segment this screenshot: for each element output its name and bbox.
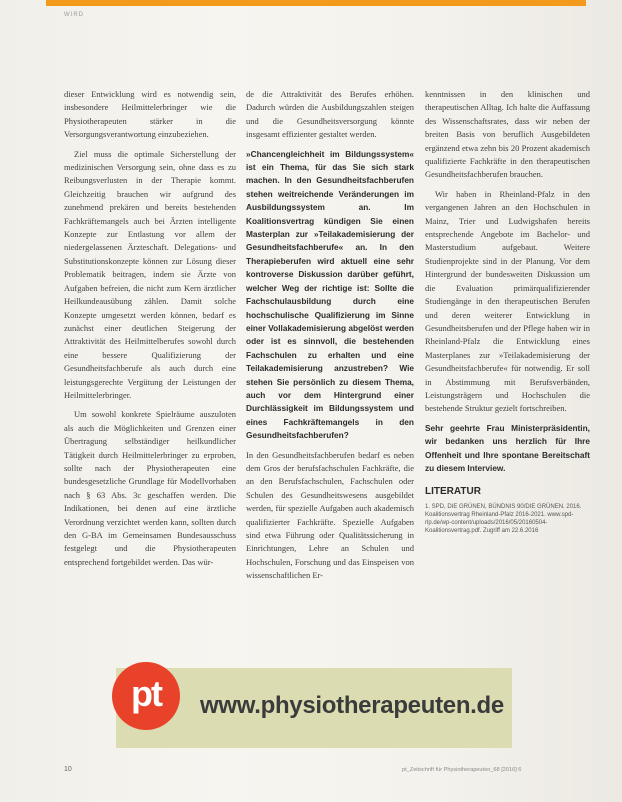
page-number: 10: [64, 766, 72, 773]
paragraph: kenntnissen in den klinischen und therapeutischen Alltag. Ich halte die Auffassung des Wissenschaftsrates, dass wir neben der breiten Basis von beruflich Ausgebildeten ergänzend etwa zehn bis 20 Prozent akademisch qualifizierte Fachkräfte in den therapeutischen Gesundheitsfachberufen brauchen.: [425, 89, 590, 180]
paragraph: dieser Entwicklung wird es notwendig sein, insbesondere Heilmittelerbringer wie die Physiotherapeuten stärker in die Versorgungsverantwortung einzubeziehen.: [64, 89, 236, 140]
running-head: WIRD: [64, 12, 84, 18]
pt-logo-icon: [112, 662, 180, 730]
paragraph: In den Gesundheitsfachberufen bedarf es neben dem Gros der berufsfachschulen Fachkräfte, die an den Berufsfachschulen, Fachschulen oder Schulen des Gesundheitswesens ausgebildet werden, für spezielle Aufgaben auch akademisch qualifizierter Fachkräfte. Spezielle Aufgaben sind etwa Führung oder Qualitätssicherung in Einrichtungen, Lehre an Schulen und Hochschulen, Forschung und das Einspeisen von wissenschaftlichen Er-: [246, 449, 414, 581]
logo-text: pt: [131, 673, 161, 714]
ad-url-link[interactable]: www.physiotherapeuten.de: [200, 692, 504, 719]
closing-remark: Sehr geehrte Frau Ministerpräsidentin, wir bedanken uns herzlich für Ihre Offenheit und Ihre spontane Bereitschaft zu diesem Interview.: [425, 422, 590, 473]
publication-info: pt_Zeitschrift für Physiotherapeuten_68 [2016] 6: [402, 767, 522, 773]
paragraph: Ziel muss die optimale Sicherstellung der medizinischen Versorgung sein, ohne dass es zu Reibungsverlusten in der Therapie kommt. Gleichzeitig brauchen wir aufgrund des zunehmend prekären und bereits bestehenden Fachkräftemangels auch bei Ärzten intelligente Konzepte zur Entlastung vor allem der niedergelassenen Ärzteschaft. Delegations- und Substitutionskonzepte können zur Lösung dieser Problematik beitragen, indem sie Ärzte von Aufgaben befreien, die nicht zum Kern ärztlicher Heilkundeausübung zählen. Damit solche Konzepte umgesetzt werden können, bedarf es zunächst einer deutlichen Steigerung der Attraktivität des Heilmittelberufes sowohl durch eine bessere Qualifizierung der Gesundheitsfachberufe als auch durch eine leistungsgerechte Vergütung der Leistungen der Heilmittelerbringer.: [64, 148, 236, 400]
text-column-2: [246, 88, 414, 589]
literature-entry: 1. SPD, DIE GRÜNEN, BÜNDNIS 90/DIE GRÜNEN. 2016. Koalitionsvertrag Rheinland-Pfalz 2016-2021. www.spd-rlp.de/wp-content/uploads/2016/05/20160504-Koalitionsvertrag.pdf. Zugriff am 22.6.2016: [425, 503, 582, 535]
paragraph: Wir haben in Rheinland-Pfalz in den vergangenen Jahren an den Hochschulen in Mainz, Trier und Ludwigshafen bereits entsprechende Angebote im Bachelor- und Masterstudium aufgebaut. Weitere Studienprojekte sind in der Planung. Vor dem Hintergrund der bundesweiten Diskussion um die Evaluation primärqualifizierender Studiengänge in den therapeutischen Berufen und deren weiterer Entwicklung in Gesundheitsberufen und der Pflege haben wir in Rheinland-Pfalz die Entwicklung eines Masterplanes zur »Teilakademisierung der Gesundheitsfachberufe« für notwendig. Er soll in Abstimmung mit Berufsverbänden, Leistungsträgern und Hochschulen die bestehende Struktur gezielt fortschreiben.: [425, 188, 590, 414]
paragraph: Um sowohl konkrete Spielräume auszuloten als auch die Möglichkeiten und Grenzen einer Übertragung selbständiger heilkundlicher Tätigkeit durch Heilmittelerbringer zu erproben, sollte nach der Physiotherapeuten eine bundesgesetzliche Grundlage für Modellvorhaben nach § 63 Abs. 3c geschaffen werden. Die Indikationen, bei denen auf eine ärztliche Verordnung verzichtet werden kann, sollten durch den G-BA im Gemeinsamen Bundesausschuss festgelegt und die Physiotherapeuten entsprechend fortgebildet werden. Das wür-: [64, 409, 236, 567]
advertisement-banner[interactable]: [116, 668, 512, 748]
text-column-1: [64, 88, 236, 575]
top-color-band: [46, 0, 586, 6]
paragraph: de die Attraktivität des Berufes erhöhen. Dadurch würden die Ausbildungszahlen steigen und die Gesundheitsversorgung könnte insgesamt effizienter gestaltet werden.: [246, 89, 414, 140]
literature-heading: LITERATUR: [425, 486, 481, 498]
text-column-3: [425, 88, 590, 536]
interview-question: »Chancengleichheit im Bildungssystem« ist ein Thema, für das Sie sich stark machen. In den Gesundheitsfachberufen stehen weitreichende Veränderungen im Ausbildungssystem an. Im Koalitionsvertrag kündigen Sie einen Masterplan zur »Teilakademisierung der Gesundheitsfachberufe« an. In den Therapieberufen wird aktuell eine sehr kontroverse Diskussion darüber geführt, welcher Weg der richtige ist: Sollte die Fachschulausbildung durch eine hochschulische Qualifizierung im Sinne einer Vollakademisierung abgelöst werden oder ist es sinnvoll, die bestehenden Fachschulen zu erhalten und eine Teilakademisierung anzustreben? Wie stehen Sie persönlich zu diesem Thema, auch vor dem Hintergrund einer Durchlässigkeit im Bildungssystem und eines Fachkräftemangels in den Gesundheitsfachberufen?: [246, 148, 414, 441]
